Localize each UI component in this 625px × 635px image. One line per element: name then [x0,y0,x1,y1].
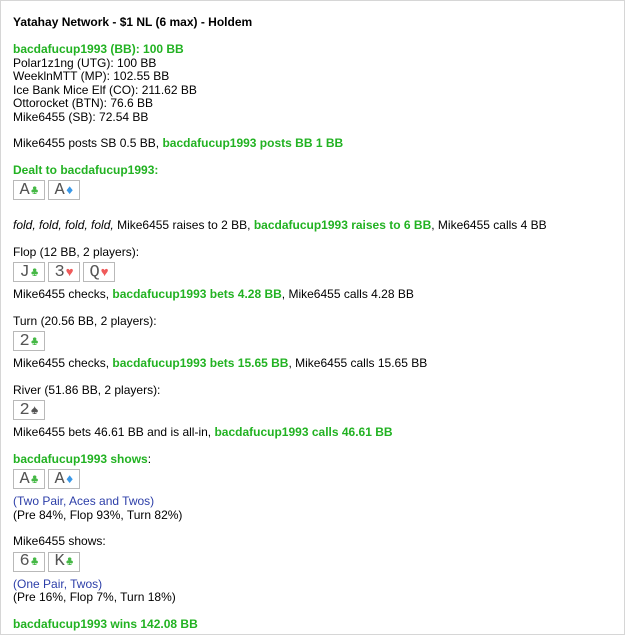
villain-shows-label: Mike6455 shows: [13,534,106,548]
turn-check: Mike6455 checks, [13,356,110,370]
river-cards [13,400,613,420]
seat-sb: Mike6455 (SB): 72.54 BB [13,109,149,124]
card-rank: A [19,469,30,489]
spades-icon: ♠ [30,402,39,418]
flop-label: Flop (12 BB, 2 players): [13,244,140,259]
card-rank: J [19,262,30,282]
turn-cards [13,331,613,351]
villain-equity: (Pre 16%, Flop 7%, Turn 18%) [13,590,176,604]
turn-action [13,357,613,371]
clubs-icon: ♣ [30,182,39,198]
card [48,262,80,282]
card [83,262,115,282]
card [48,469,80,489]
card-rank: A [54,469,65,489]
preflop-folds: fold, fold, fold, fold, [13,218,114,232]
diamonds-icon: ♦ [65,182,74,198]
preflop-call: , Mike6455 calls 4 BB [431,218,547,232]
river-bet: Mike6455 bets 46.61 BB and is all-in, [13,425,212,439]
preflop-action [13,219,613,233]
hero-showdown-cards [13,469,613,489]
hand-title: Yatahay Network - $1 NL (6 max) - Holdem [13,15,253,29]
dealt-label: Dealt to bacdafucup1993: [13,162,159,177]
flop-hero-bet: bacdafucup1993 bets 4.28 BB [112,287,282,301]
card-rank: A [19,180,30,200]
clubs-icon: ♣ [30,554,39,569]
preflop-raise: Mike6455 raises to 2 BB, [117,218,251,232]
hero-equity: (Pre 84%, Flop 93%, Turn 82%) [13,507,183,522]
seat-btn: Ottorocket (BTN): 76.6 BB [13,96,154,110]
river-hero-call: bacdafucup1993 calls 46.61 BB [214,425,393,439]
card [13,331,45,351]
blinds-line [13,137,613,151]
flop-cards [13,262,613,282]
preflop-hero-raise: bacdafucup1993 raises to 6 BB [253,218,432,232]
card [13,400,45,420]
card [13,180,45,200]
card-rank: 2 [19,331,30,351]
turn-label: Turn (20.56 BB, 2 players): [13,313,157,328]
card [13,552,45,572]
seat-co: Ice Bank Mice Elf (CO): 211.62 BB [13,82,197,97]
clubs-icon: ♣ [30,333,39,349]
river-label: River (51.86 BB, 2 players): [13,382,161,397]
card-rank: A [54,180,65,200]
hand-history-content [13,15,613,631]
flop-check: Mike6455 checks, [13,287,110,301]
hero-shows-colon: : [147,451,152,466]
card [48,180,80,200]
hero-shows-label: bacdafucup1993 shows [13,451,148,466]
hero-seat: bacdafucup1993 (BB): 100 BB [13,42,184,56]
hearts-icon: ♥ [65,264,74,280]
card-rank: 3 [54,262,65,282]
card-rank: 6 [19,552,30,571]
flop-action [13,288,613,302]
flop-call: , Mike6455 calls 4.28 BB [281,287,414,301]
villain-showdown-cards [13,552,613,572]
hearts-icon: ♥ [100,264,109,280]
hole-cards [13,180,613,200]
clubs-icon: ♣ [65,554,74,569]
card-rank: K [54,552,65,571]
seat-utg: Polar1z1ng (UTG): 100 BB [13,55,157,70]
diamonds-icon: ♦ [65,471,74,487]
turn-call: , Mike6455 calls 15.65 BB [288,356,428,370]
river-action [13,426,613,440]
card-rank: 2 [19,400,30,420]
clubs-icon: ♣ [30,471,39,487]
card-rank: Q [89,262,100,282]
card [13,262,45,282]
hero-shows-line [13,453,613,467]
villain-hand-name: (One Pair, Twos) [13,576,103,591]
clubs-icon: ♣ [30,264,39,280]
card [48,552,80,572]
seat-mp: WeeklnMTT (MP): 102.55 BB [13,69,170,83]
hero-hand-name: (Two Pair, Aces and Twos) [13,494,155,508]
sb-post: Mike6455 posts SB 0.5 BB, [13,136,160,150]
card [13,469,45,489]
turn-hero-bet: bacdafucup1993 bets 15.65 BB [112,356,289,370]
bb-post: bacdafucup1993 posts BB 1 BB [162,136,344,150]
result-line: bacdafucup1993 wins 142.08 BB [13,616,198,631]
